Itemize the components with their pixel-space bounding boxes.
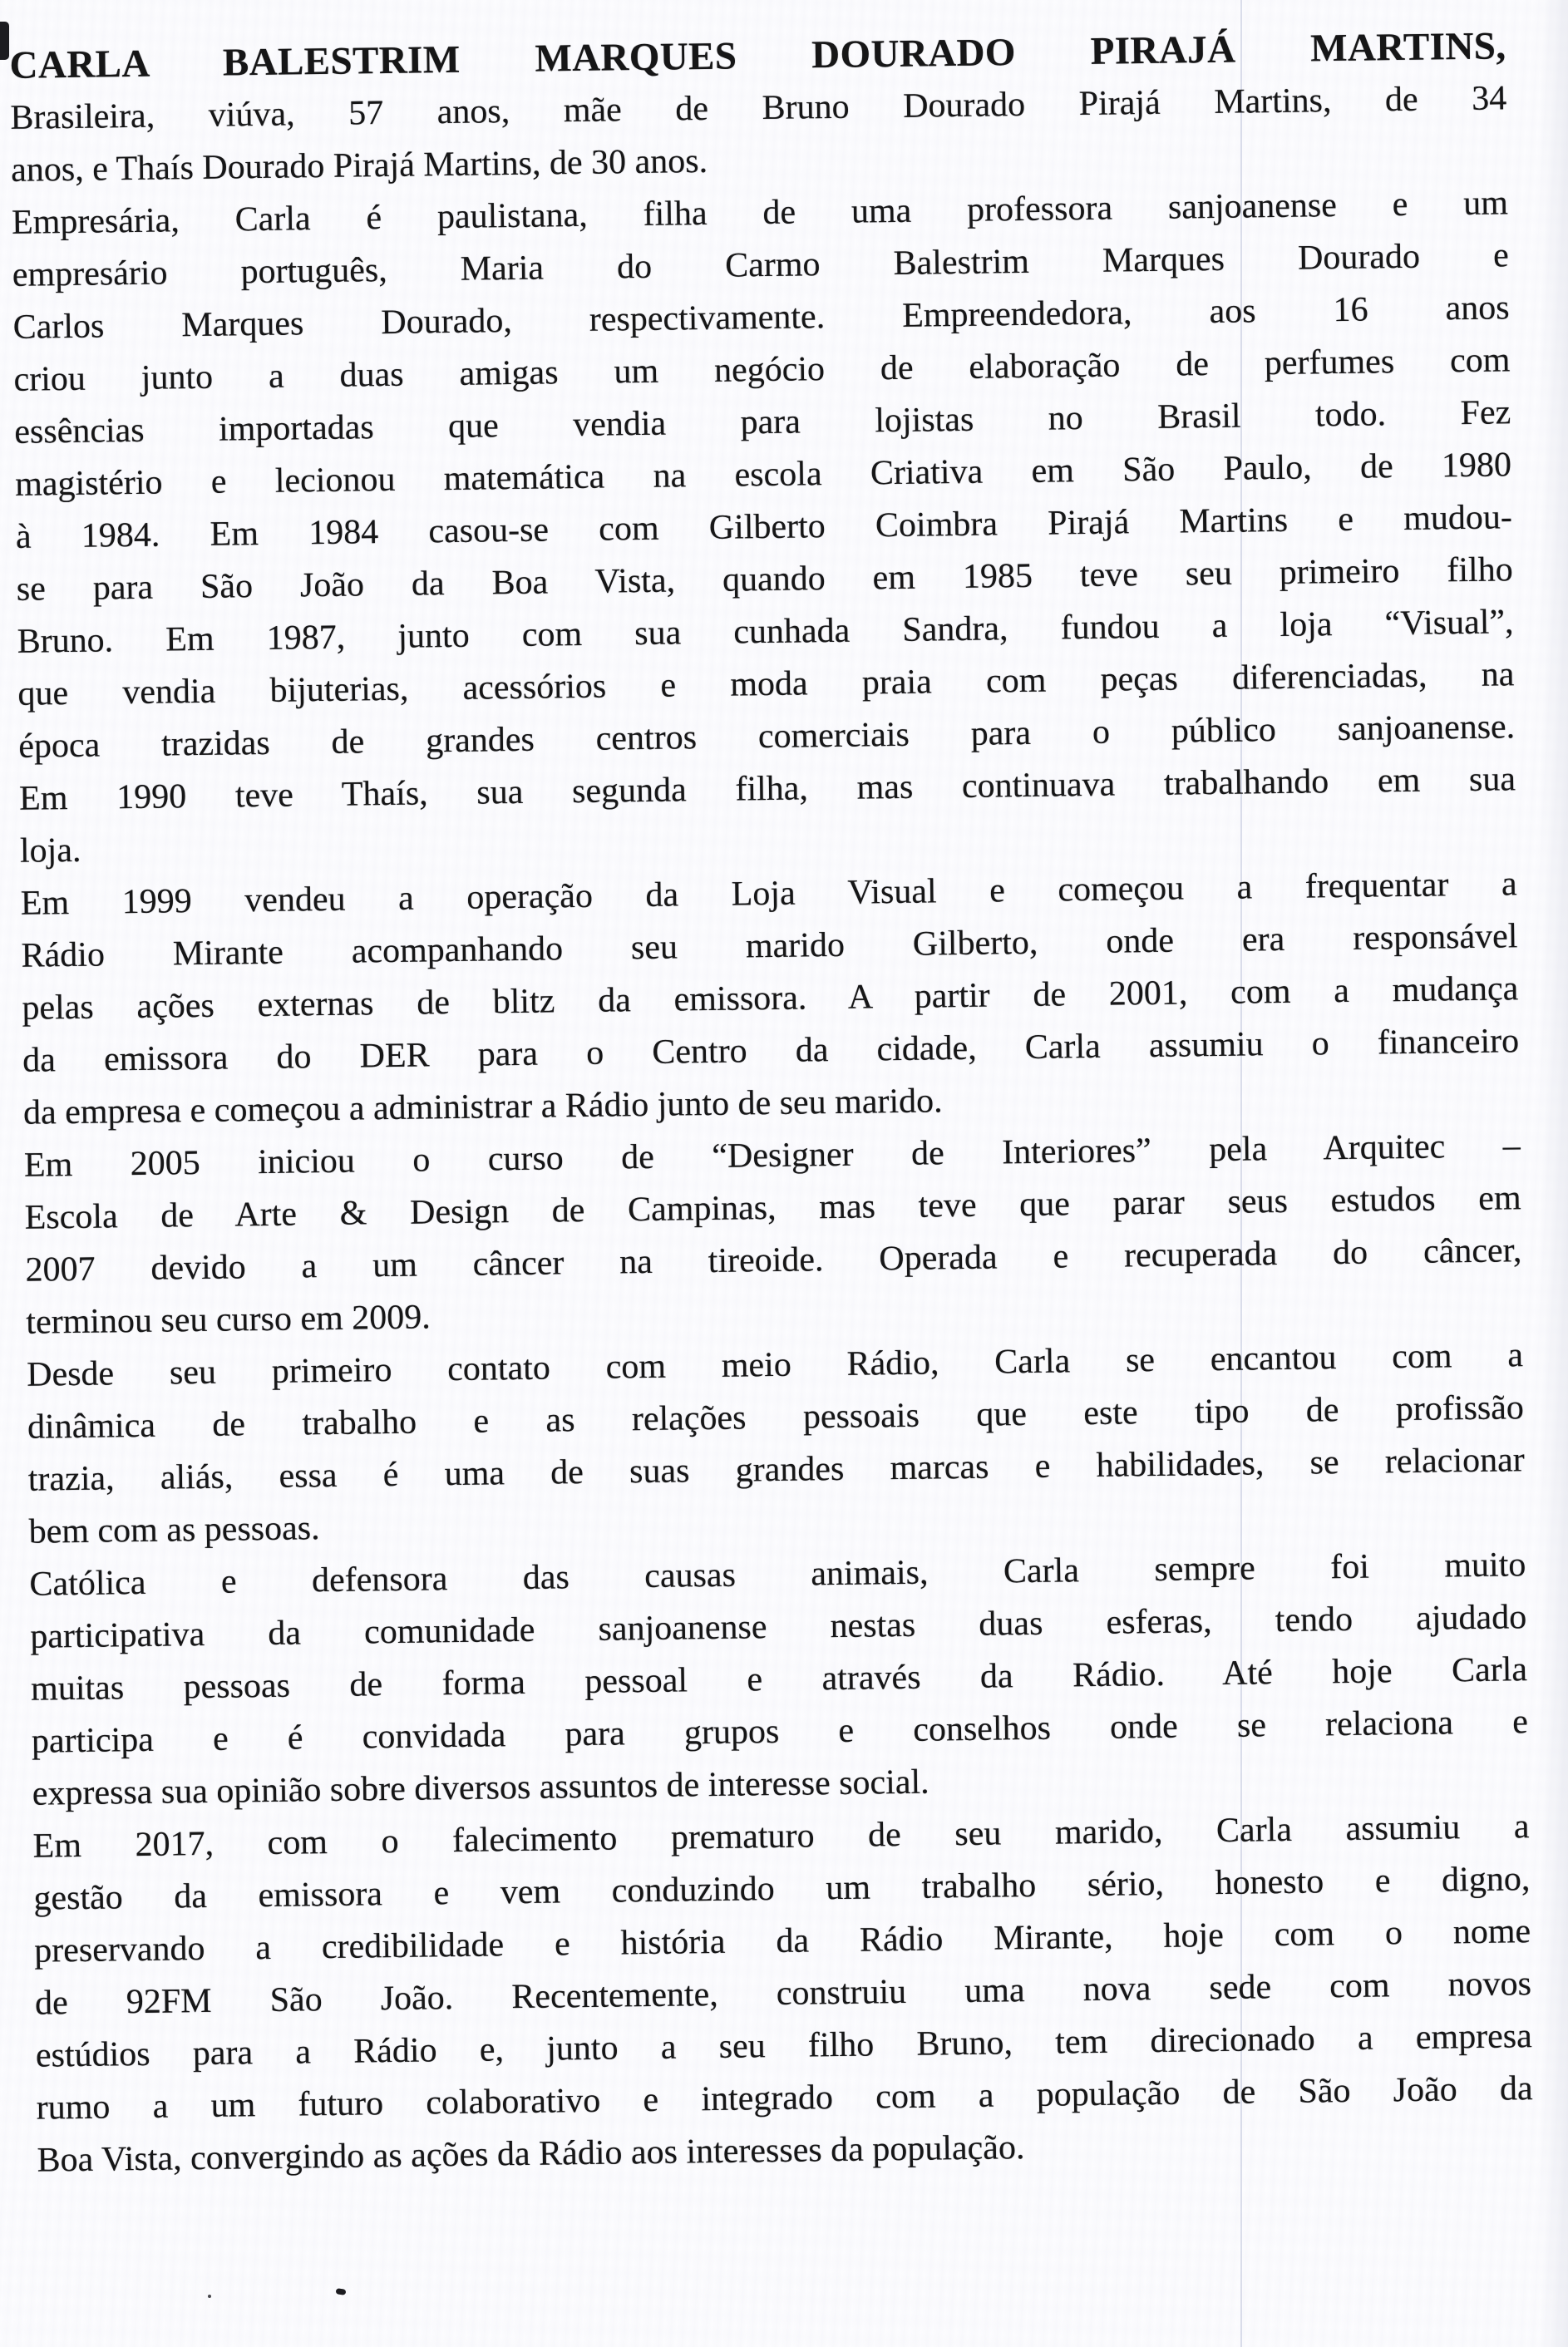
text-line: Em 2005 iniciou o curso de “Designer de Interiores” pela Arquitec – — [23, 1127, 1521, 1185]
text-line: loja. — [19, 831, 81, 870]
text-line: Empresária, Carla é paulistana, filha de uma professora sanjoanense e um — [11, 184, 1509, 242]
text-line: estúdios para a Rádio e, junto a seu filho Bruno, tem direcionado a empresa — [35, 2017, 1533, 2075]
text-line: Em 2017, com o falecimento prematuro de seu marido, Carla assumiu a — [32, 1807, 1530, 1866]
text-line: dinâmica de trabalho e as relações pessoais que este tipo de profissão — [27, 1388, 1525, 1447]
text-line: Desde seu primeiro contato com meio Rádio, Carla se encantou com a — [26, 1336, 1524, 1394]
text-line: anos, e Thaís Dourado Pirajá Martins, de 30 anos. — [10, 141, 708, 190]
scan-artifact-speck — [208, 2295, 211, 2298]
text-line: preservando a credibilidade e história da Rádio Mirante, hoje com o nome — [33, 1912, 1531, 1970]
text-line: Católica e defensora das causas animais, Carla sempre foi muito — [29, 1546, 1526, 1604]
text-line: Brasileira, viúva, 57 anos, mãe de Bruno Dourado Pirajá Martins, de 34 — [10, 79, 1507, 137]
scan-artifact-edge-mark — [0, 22, 9, 60]
text-line: participa e é convidada para grupos e conselhos onde se relaciona e — [31, 1703, 1529, 1761]
text-line: da emissora do DER para o Centro da cidade, Carla assumiu o financeiro — [22, 1022, 1520, 1080]
text-line: muitas pessoas de forma pessoal e através da Rádio. Até hoje Carla — [30, 1650, 1528, 1708]
text-line: criou junto a duas amigas um negócio de elaboração de perfumes com — [13, 341, 1511, 399]
text-line: expressa sua opinião sobre diversos assuntos de interesse social. — [32, 1763, 929, 1813]
text-line: terminou seu curso em 2009. — [26, 1298, 431, 1342]
text-line: à 1984. Em 1984 casou-se com Gilberto Coimbra Pirajá Martins e mudou- — [15, 498, 1513, 556]
text-line: rumo a um futuro colaborativo e integrado com a população de São João da — [36, 2069, 1533, 2128]
text-line: Rádio Mirante acompanhando seu marido Gilberto, onde era responsável — [21, 917, 1518, 975]
text-line: trazia, aliás, essa é uma de suas grandes marcas e habilidades, se relacionar — [27, 1441, 1525, 1499]
scan-edge-shading — [1540, 0, 1568, 2347]
text-line: bem com as pessoas. — [28, 1509, 320, 1551]
text-line: Boa Vista, convergindo as ações da Rádio aos interesses da população. — [37, 2128, 1025, 2180]
text-line: participativa da comunidade sanjoanense nestas duas esferas, tendo ajudado — [30, 1598, 1527, 1656]
text-line: empresário português, Maria do Carmo Balestrim Marques Dourado e — [12, 236, 1510, 294]
text-line: época trazidas de grandes centros comerciais para o público sanjoanense. — [17, 708, 1516, 766]
text-line: pelas ações externas de blitz da emissora. A partir de 2001, com a mudança — [22, 969, 1519, 1028]
text-line: que vendia bijuterias, acessórios e moda praia com peças diferenciadas, na — [17, 655, 1515, 713]
text-line: Em 1999 vendeu a operação da Loja Visual e começou a frequentar a — [20, 865, 1517, 923]
document-title-line: CARLA BALESTRIM MARQUES DOURADO PIRAJÁ MARTINS, — [9, 24, 1506, 87]
text-line: da empresa e começou a administrar a Rádio junto de seu marido. — [22, 1082, 943, 1132]
text-line: magistério e lecionou matemática na escola Criativa em São Paulo, de 1980 — [14, 446, 1512, 504]
text-line: Bruno. Em 1987, junto com sua cunhada Sandra, fundou a loja “Visual”, — [17, 603, 1514, 661]
text-line: Escola de Arte & Design de Campinas, mas teve que parar seus estudos em — [24, 1179, 1521, 1237]
text-line: gestão da emissora e vem conduzindo um trabalho sério, honesto e digno, — [33, 1860, 1531, 1918]
text-line: 2007 devido a um câncer na tireoide. Operada e recuperada do câncer, — [25, 1231, 1522, 1289]
scan-artifact-speck — [336, 2288, 347, 2295]
biography-text — [9, 20, 1534, 2187]
text-line: Carlos Marques Dourado, respectivamente. Empreendedora, aos 16 anos — [12, 288, 1510, 347]
text-line: de 92FM São João. Recentemente, construiu uma nova sede com novos — [34, 1965, 1532, 2023]
text-line: Em 1990 teve Thaís, sua segunda filha, mas continuava trabalhando em sua — [18, 760, 1516, 818]
text-line: se para São João da Boa Vista, quando em 1985 teve seu primeiro filho — [16, 550, 1513, 609]
text-line: essências importadas que vendia para lojistas no Brasil todo. Fez — [14, 393, 1511, 451]
